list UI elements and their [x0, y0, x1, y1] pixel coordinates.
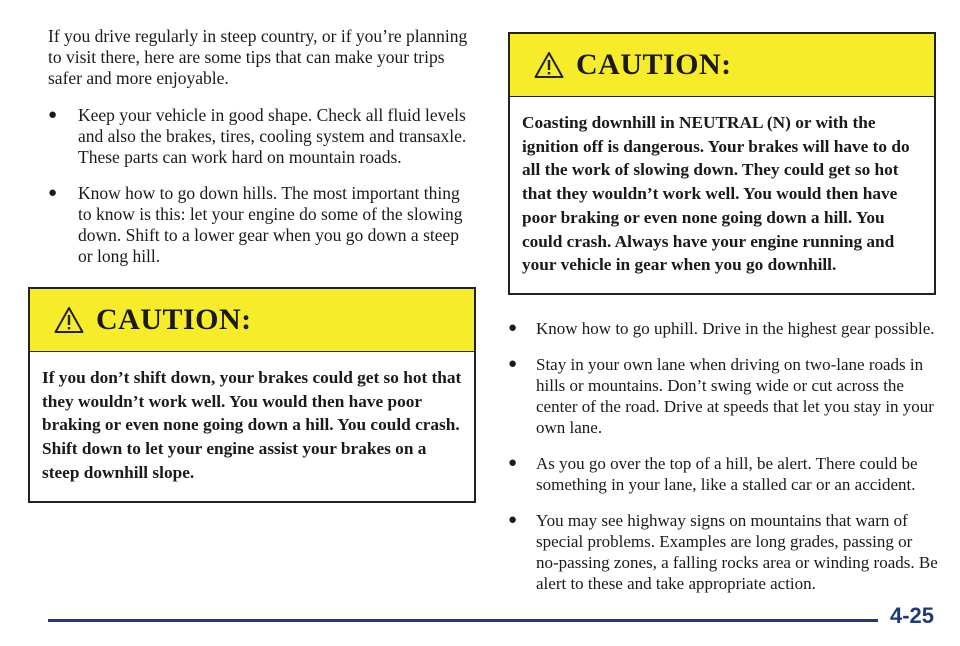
bullet-dot-icon: ●: [508, 455, 518, 471]
left-bullet-list: [48, 105, 476, 267]
list-item: ● You may see highway signs on mountains that warn of special problems. Examples are long grades, passing or no-passing zones, a falling rocks area or winding roads. Be alert to these and take appropriate action.: [508, 511, 938, 593]
bullet-dot-icon: ●: [508, 320, 518, 336]
caution-box-left: [28, 287, 476, 503]
list-item: ● Know how to go uphill. Drive in the highest gear possible.: [508, 319, 935, 338]
bullet-dot-icon: ●: [508, 356, 518, 372]
right-bullet-list: [508, 318, 938, 609]
caution-header: [30, 289, 474, 352]
footer-rule: [48, 619, 878, 622]
caution-box-right: [508, 32, 936, 295]
caution-title: CAUTION:: [96, 303, 252, 336]
bullet-dot-icon: ●: [48, 185, 58, 201]
bullet-dot-icon: ●: [508, 512, 518, 528]
list-item: ● Stay in your own lane when driving on two-lane roads in hills or mountains. Don’t swing wide or cut across the center of the road. Drive at speeds that let you stay in your own lane.: [508, 355, 934, 437]
caution-text: If you don’t shift down, your brakes could get so hot that they wouldn’t work well. You would then have poor braking or even none going down a hill. You could crash. Shift down to let your engine assist your brakes on a steep downhill slope.: [42, 368, 462, 482]
caution-text: Coasting downhill in NEUTRAL (N) or with the ignition off is dangerous. Your brakes will have to do all the work of slowing down. They could get so hot that they wouldn’t work well. You would then have poor braking or even none going down a hill. You could crash. Always have your engine running and your vehicle in gear when you go downhill.: [522, 113, 910, 275]
left-column: [48, 26, 476, 282]
caution-header: [510, 34, 934, 97]
bullet-dot-icon: ●: [48, 107, 58, 123]
warning-triangle-icon: [54, 306, 84, 334]
caution-title: CAUTION:: [576, 48, 732, 81]
page-number: 4-25: [889, 603, 934, 628]
intro-paragraph: If you drive regularly in steep country, or if you’re planning to visit there, here are some tips that can make your trips safer and more enjoyable.: [48, 26, 468, 88]
warning-triangle-icon: [534, 51, 564, 79]
list-item: ● Know how to go down hills. The most important thing to know is this: let your engine do some of the slowing down. Shift to a lower gear when you go down a steep or long hill.: [48, 183, 463, 266]
list-item: ● As you go over the top of a hill, be alert. There could be something in your lane, like a stalled car or an accident.: [508, 454, 918, 494]
list-item: ● Keep your vehicle in good shape. Check all fluid levels and also the brakes, tires, cooling system and transaxle. These parts can work hard on mountain roads.: [48, 105, 467, 167]
